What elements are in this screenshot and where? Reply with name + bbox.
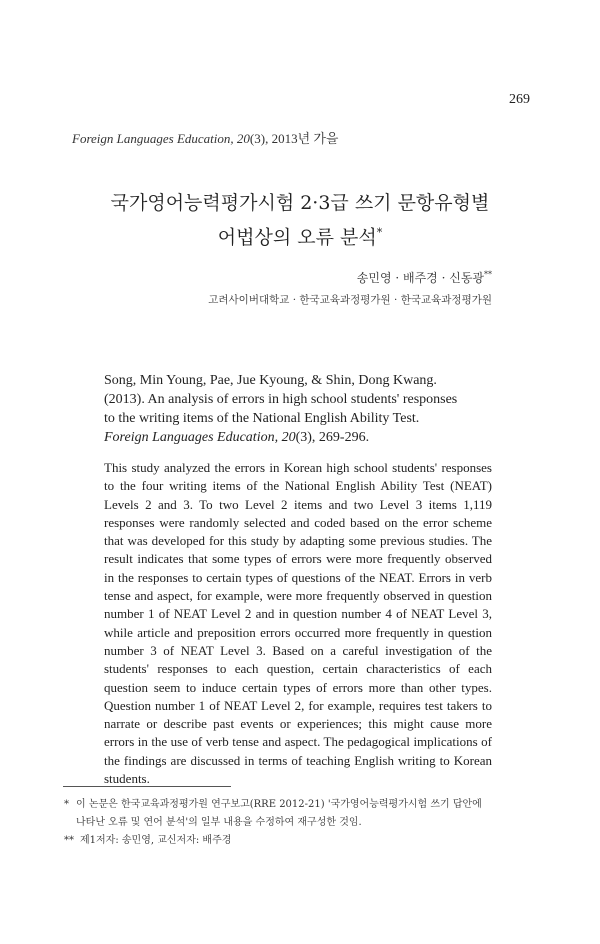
paper-title [60,188,540,252]
footnote-divider [63,786,231,787]
abstract-text: This study analyzed the errors in Korean high school students' responses to the four writing items of the National English Ability Test (NEAT) Levels 2 and 3. To two Level 2 items and two Level 3 items 1,119 responses were randomly selected and coded based on the error scheme that was developed for this study by adapting some previous studies. The result indicates that some types of errors were more frequently observed in the responses to certain types of questions of the NEAT. Errors in verb tense and aspect, for example, were more frequently observed in question number 1 of NEAT Level 2 and in question number 4 of NEAT Level 3, while article and preposition errors occurred more frequently in question number 3 of NEAT Level 3. Based on a careful investigation of the students' responses to each question, certain characteristics of each question seem to induce certain types of errors more than other types. Question number 1 of NEAT Level 2, for example, requires test takers to narrate or describe past events or experiences; this might cause more errors in the use of verb tense and aspect. The pedagogical implications of the findings are discussed in terms of teaching English writing to Korean students. [104,460,492,787]
author-names: 송민영 · 배주경 · 신동광 [356,271,484,285]
citation-issue-pages: (3), 269-296. [295,430,370,445]
citation-line-1: Song, Min Young, Pae, Jue Kyoung, & Shin, Dong Kwang. [104,373,437,388]
title-line-1: 국가영어능력평가시험 2·3급 쓰기 문항유형별 [110,192,490,214]
author-affiliations: 고려사이버대학교 · 한국교육과정평가원 · 한국교육과정평가원 [208,294,492,306]
journal-name: Foreign Languages Education, [72,131,234,146]
footnotes [64,796,538,850]
citation-journal: Foreign Languages Education, [104,430,279,445]
author-footnote-mark: ** [484,270,492,279]
title-line-2-text: 어법상의 오류 분석 [217,226,377,249]
footnote-2-mark: ** [64,835,74,846]
author-list [357,269,492,286]
journal-header [72,128,339,147]
footnote-1-line-2: 나타난 오류 및 연어 분석'의 일부 내용을 수정하여 재구성한 것임. [76,817,362,828]
citation-block [104,371,488,447]
title-footnote-mark: * [376,226,383,239]
footnote-2-text: 제1저자: 송민영, 교신저자: 배주경 [80,835,232,846]
citation-line-3: to the writing items of the National English Ability Test. [104,411,420,426]
citation-line-2: (2013). An analysis of errors in high school students' responses [104,392,458,407]
citation-volume: 20 [281,430,296,445]
footnote-1-line-1: 이 논문은 한국교육과정평가원 연구보고(RRE 2012-21) '국가영어능력평가시험 쓰기 답안에 [76,799,482,810]
footnote-2 [64,832,538,850]
title-line-2 [60,218,540,252]
journal-volume: 20 [236,131,250,146]
footnote-1-mark: * [64,799,69,810]
citation-line-4 [104,428,488,447]
page-number: 269 [509,92,530,107]
footnote-1 [64,796,538,814]
journal-issue: (3), 2013년 가을 [249,131,339,146]
